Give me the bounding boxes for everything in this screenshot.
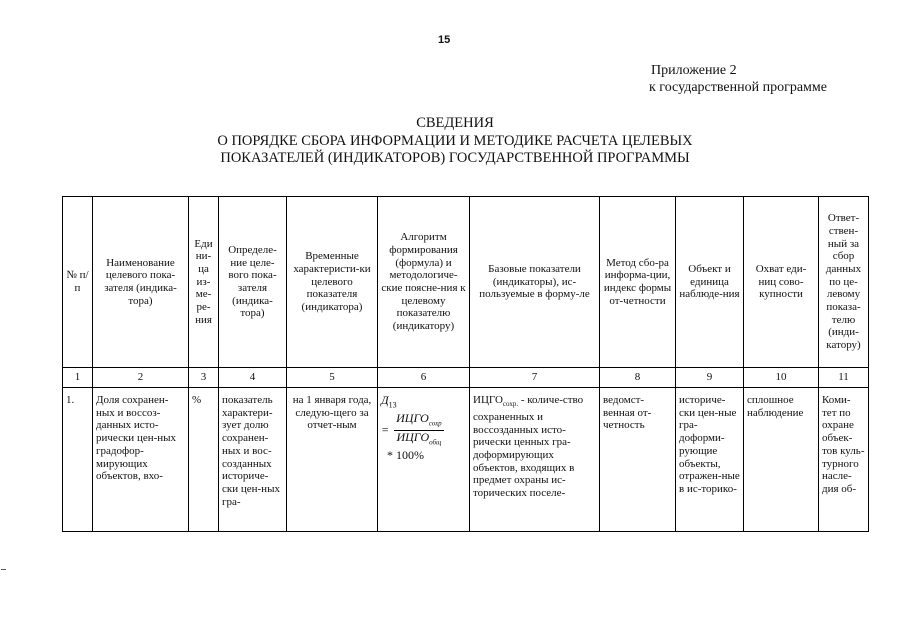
header-cell: Объект и единица наблюде-ния	[676, 197, 744, 368]
header-cell: Охват еди-ниц сово-купности	[744, 197, 819, 368]
formula-multiplier: * 100%	[387, 448, 424, 463]
unit-of-measure: %	[189, 388, 219, 532]
column-number: 3	[189, 368, 219, 388]
column-number: 4	[219, 368, 287, 388]
formula-lhs: $Д_{13}$	[381, 393, 397, 410]
header-cell: Алгоритм формирования (формула) и методологиче-ские поясне-ния к целевому показателю (индикатору)	[378, 197, 470, 368]
responsible-body: Коми-тет по охране объек-тов куль-турного насле-дия об-	[819, 388, 869, 532]
indicator-definition: показатель характери-зует долю сохранен-ных и вос-созданных историче-ски цен-ных гра-	[219, 388, 287, 532]
title-line1: СВЕДЕНИЯ	[416, 115, 494, 131]
column-number-row	[63, 368, 869, 388]
base-indicator-text: - количе-ство сохраненных и воссозданных исто-рически ценных гра-доформирующих объектов, входящих в предмет охраны ис-торических поселе-	[473, 394, 584, 500]
collection-method: ведомст-венная от-четность	[600, 388, 676, 532]
column-number: 8	[600, 368, 676, 388]
header-cell: Определе-ние целе-вого пока-зателя (индика-тора)	[219, 197, 287, 368]
formula-numerator: $ИЦГО_{сохр}$	[394, 412, 444, 431]
column-number: 10	[744, 368, 819, 388]
header-cell: Метод сбо-ра информа-ции, индекс формы от-четности	[600, 197, 676, 368]
column-number: 11	[819, 368, 869, 388]
header-cell: Временные характеристи-ки целевого показателя (индикатора)	[287, 197, 378, 368]
header-cell: Наименование целевого пока-зателя (индика-тора)	[93, 197, 189, 368]
formula-equals: =	[381, 422, 390, 437]
formula-denominator: $ИЦГО_{общ}$	[396, 430, 442, 447]
appendix-line1: Приложение 2	[651, 63, 737, 78]
header-cell: Еди ни-ца из-ме-ре-ния	[189, 197, 219, 368]
column-number: 6	[378, 368, 470, 388]
time-characteristics: на 1 января года, следую-щего за отчет-ным	[287, 388, 378, 532]
column-number: 2	[93, 368, 189, 388]
table-row	[63, 388, 869, 532]
observation-object: историче-ски цен-ные гра-доформи-рующие объекты, отражен-ные в ис-торико-	[676, 388, 744, 532]
formula	[381, 394, 466, 462]
base-indicator-subscript: сохр.	[502, 400, 519, 409]
column-number: 7	[470, 368, 600, 388]
column-number: 5	[287, 368, 378, 388]
base-indicators	[470, 388, 600, 532]
row-number: 1.	[63, 388, 93, 532]
coverage: сплошное наблюдение	[744, 388, 819, 532]
column-number: 1	[63, 368, 93, 388]
column-number: 9	[676, 368, 744, 388]
formula-fraction	[394, 412, 444, 449]
page-number: 15	[438, 34, 451, 46]
header-cell: № п/п	[63, 197, 93, 368]
header-cell: Ответ-ствен-ный за сбор данных по це-левому показа-телю (инди-катору)	[819, 197, 869, 368]
indicators-table	[62, 196, 869, 532]
header-row	[63, 197, 869, 368]
title-line2: О ПОРЯДКЕ СБОРА ИНФОРМАЦИИ И МЕТОДИКЕ РАСЧЕТА ЦЕЛЕВЫХ	[217, 132, 693, 149]
indicator-name: Доля сохранен-ных и воссоз-данных исто-рически цен-ных градофор-мирующих объектов, вхо-	[93, 388, 189, 532]
header-cell: Базовые показатели (индикаторы), ис-пользуемые в форму-ле	[470, 197, 600, 368]
appendix-line2: к государственной программе	[649, 80, 827, 95]
title-line3: ПОКАЗАТЕЛЕЙ (ИНДИКАТОРОВ) ГОСУДАРСТВЕННОЙ ПРОГРАММЫ	[220, 150, 690, 166]
document-title	[150, 115, 760, 168]
calculation-formula	[378, 388, 470, 532]
scan-mark	[1, 569, 6, 570]
base-indicator-symbol: ИЦГО	[473, 394, 503, 406]
appendix-caption	[651, 62, 827, 96]
